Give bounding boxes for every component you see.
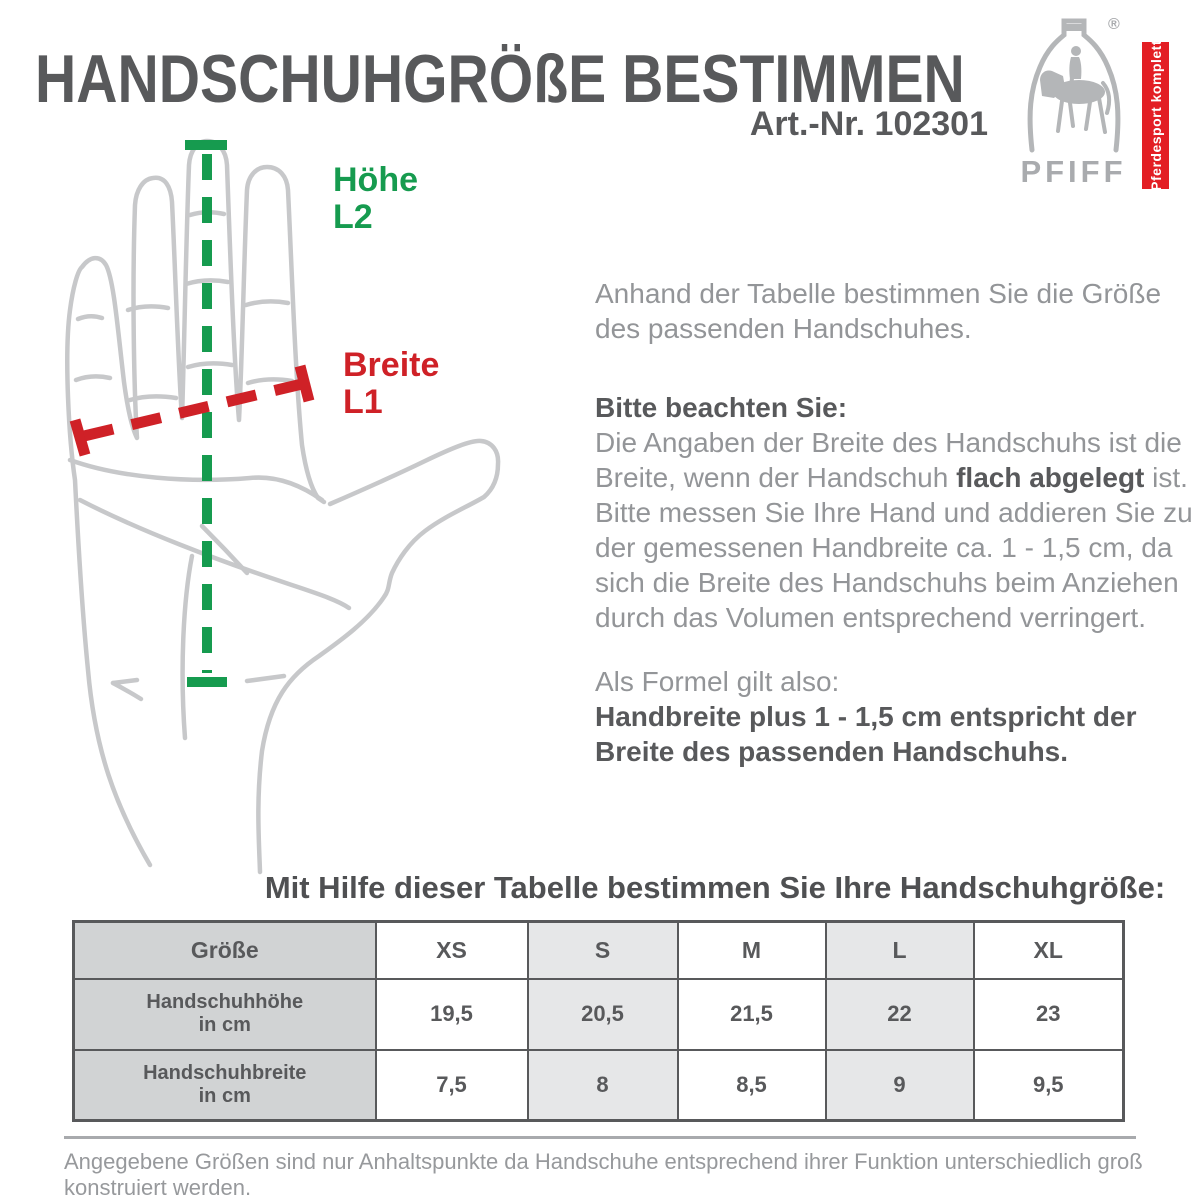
registered-trademark-symbol: ® xyxy=(1108,16,1120,33)
height-value-xl: 23 xyxy=(974,979,1124,1050)
height-label-code: L2 xyxy=(333,198,373,236)
table-row-height xyxy=(74,979,1124,1050)
note-text-part1: Die Angaben der Breite des Handschuhs ist die Breite, wenn der Handschuh xyxy=(595,427,1182,493)
brand-wordmark: PFIFF xyxy=(1020,154,1127,189)
width-value-xl: 9,5 xyxy=(974,1050,1124,1121)
hand-measurement-diagram xyxy=(40,110,540,880)
footer-disclaimer: Angegebene Größen sind nur Anhaltspunkte da Handschuhe entsprechend ihrer Funktion unterschiedlich groß konstruiert werden. xyxy=(64,1149,1143,1200)
table-header-l: L xyxy=(826,922,974,979)
stirrup-horse-rider-icon xyxy=(1016,14,1131,154)
formula-bold: Handbreite plus 1 - 1,5 cm entspricht der Breite des passenden Handschuhs. xyxy=(595,701,1137,767)
width-label-text: Breite xyxy=(343,346,440,384)
width-value-s: 8 xyxy=(528,1050,678,1121)
article-number: Art.-Nr. 102301 xyxy=(749,105,988,143)
table-header-s: S xyxy=(528,922,678,979)
width-label-code: L1 xyxy=(343,383,383,421)
page-title: HANDSCHUHGRÖßE BESTIMMEN xyxy=(35,41,965,117)
footer-divider xyxy=(64,1136,1136,1139)
pfiff-logo xyxy=(1016,14,1131,194)
width-value-m: 8,5 xyxy=(678,1050,826,1121)
intro-paragraph: Anhand der Tabelle bestimmen Sie die Größe des passenden Handschuhes. xyxy=(595,278,1162,344)
width-value-l: 9 xyxy=(826,1050,974,1121)
width-measure-label xyxy=(343,347,439,421)
row-height-unit: in cm xyxy=(198,1014,251,1036)
table-header-xl: XL xyxy=(974,922,1124,979)
height-label-text: Höhe xyxy=(333,161,418,199)
note-paragraph xyxy=(595,390,1195,635)
note-text-part2: ist. Bitte messen Sie Ihre Hand und addieren Sie zu der gemessenen Handbreite ca. 1 - 1,5 cm, da sich die Breite des Handschuhs beim Anziehen durch das Volumen entsprechend verringert. xyxy=(595,462,1193,633)
height-value-s: 20,5 xyxy=(528,979,678,1050)
note-text-bold: flach abgelegt xyxy=(948,462,1145,493)
width-value-xs: 7,5 xyxy=(376,1050,528,1121)
height-value-l: 22 xyxy=(826,979,974,1050)
horse-rider-silhouette xyxy=(1040,46,1105,104)
table-header-xs: XS xyxy=(376,922,528,979)
row-width-unit: in cm xyxy=(198,1084,251,1107)
height-value-m: 21,5 xyxy=(678,979,826,1050)
height-measure-label xyxy=(333,162,418,236)
formula-intro: Als Formel gilt also: xyxy=(595,666,840,697)
brand-claim-banner xyxy=(1142,42,1169,189)
table-heading: Mit Hilfe dieser Tabelle bestimmen Sie Ihre Handschuhgröße: xyxy=(264,870,1166,905)
hand-outline xyxy=(67,141,498,872)
note-heading: Bitte beachten Sie: xyxy=(595,392,848,423)
size-table xyxy=(72,920,1125,1122)
row-height-label: Handschuhhöhe xyxy=(146,991,304,1013)
row-width-label: Handschuhbreite xyxy=(143,1061,307,1084)
height-value-xs: 19,5 xyxy=(376,979,528,1050)
table-header-size: Größe xyxy=(74,922,376,979)
table-header-row xyxy=(74,922,1124,979)
table-header-m: M xyxy=(678,922,826,979)
formula-paragraph xyxy=(595,664,1195,769)
brand-claim-text: Pferdesport komplett xyxy=(1147,40,1164,191)
table-row-width xyxy=(74,1050,1124,1121)
